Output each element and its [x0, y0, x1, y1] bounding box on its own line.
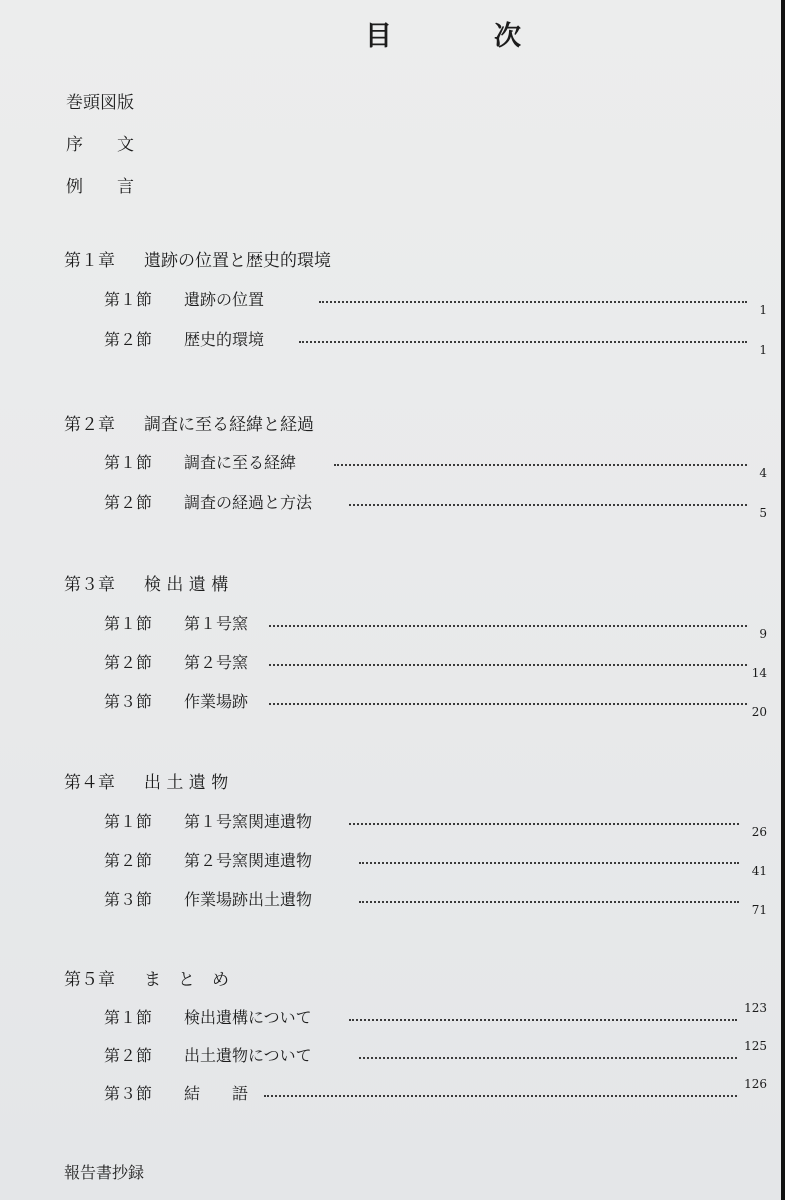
chapter-heading[interactable] [64, 246, 331, 271]
page-number: 125 [744, 1039, 767, 1053]
section-title: 第２号窯 [184, 653, 249, 672]
dot-leader [264, 1093, 737, 1097]
section-number: 第３節 [104, 1084, 153, 1103]
page-number: 1 [759, 303, 767, 317]
page-number: 126 [744, 1077, 767, 1091]
section-title: 調査の経過と方法 [184, 493, 313, 512]
section-title: 第２号窯関連遺物 [184, 851, 313, 870]
toc-entry[interactable] [104, 1039, 767, 1073]
section-number: 第１節 [104, 812, 153, 831]
dot-leader [349, 1017, 737, 1021]
toc-entry[interactable] [104, 1001, 767, 1035]
dot-leader [334, 462, 747, 466]
title-char-1: 目 [365, 21, 394, 52]
toc-entry[interactable] [104, 450, 767, 480]
toc-entry[interactable] [104, 650, 767, 680]
chapter-heading[interactable] [64, 410, 314, 435]
chapter-heading[interactable] [64, 768, 228, 793]
dot-leader [359, 860, 739, 864]
toc-entry[interactable] [104, 809, 767, 839]
section-number: 第３節 [104, 890, 153, 909]
toc-entry[interactable] [104, 287, 767, 317]
dot-leader [349, 821, 739, 825]
section-number: 第１節 [104, 453, 153, 472]
section-number: 第１節 [104, 1008, 153, 1027]
page-number: 41 [751, 864, 767, 878]
chapter-title: 出 土 遺 物 [144, 773, 229, 793]
toc-entry[interactable] [104, 611, 767, 641]
page-number: 14 [751, 666, 767, 680]
chapter-number: 第２章 [64, 415, 115, 435]
page-edge [781, 0, 785, 1200]
section-number: 第１節 [104, 614, 153, 633]
chapter-heading[interactable] [64, 965, 229, 990]
chapter-number: 第４章 [64, 773, 115, 793]
chapter-title: 調査に至る経緯と経過 [144, 415, 314, 435]
chapter-number: 第５章 [64, 970, 115, 990]
toc-entry[interactable] [104, 327, 767, 357]
section-title: 遺跡の位置 [184, 290, 265, 309]
toc-entry[interactable] [104, 689, 767, 719]
dot-leader [299, 339, 747, 343]
page-number: 71 [751, 903, 767, 917]
dot-leader [359, 899, 739, 903]
front-matter-item[interactable]: 序 文 [66, 135, 134, 155]
section-title: 作業場跡出土遺物 [184, 890, 313, 909]
section-title: 第１号窯関連遺物 [184, 812, 313, 831]
section-number: 第３節 [104, 692, 153, 711]
page-number: 20 [751, 705, 767, 719]
front-matter-item[interactable]: 巻頭図版 [66, 93, 134, 113]
section-title: 作業場跡 [184, 692, 249, 711]
chapter-title: 遺跡の位置と歴史的環境 [144, 251, 331, 271]
section-title: 調査に至る経緯 [184, 453, 297, 472]
section-number: 第１節 [104, 290, 153, 309]
section-title: 結 語 [184, 1084, 249, 1103]
section-number: 第２節 [104, 851, 153, 870]
dot-leader [269, 701, 747, 705]
dot-leader [359, 1055, 737, 1059]
section-title: 出土遺物について [184, 1046, 312, 1065]
section-number: 第２節 [104, 493, 153, 512]
chapter-title: ま と め [144, 970, 229, 990]
chapter-heading[interactable] [64, 570, 228, 595]
dot-leader [349, 502, 747, 506]
page-number: 5 [759, 506, 767, 520]
section-title: 第１号窯 [184, 614, 249, 633]
page-number: 9 [759, 627, 767, 641]
chapter-title: 検 出 遺 構 [144, 575, 229, 595]
toc-entry[interactable] [104, 490, 767, 520]
dot-leader [319, 299, 747, 303]
toc-entry[interactable] [104, 887, 767, 917]
chapter-number: 第３章 [64, 575, 115, 595]
dot-leader [269, 623, 747, 627]
section-number: 第２節 [104, 653, 153, 672]
section-title: 歴史的環境 [184, 330, 265, 349]
page-number: 4 [759, 466, 767, 480]
page-title [365, 14, 523, 53]
dot-leader [269, 662, 747, 666]
page-number: 1 [759, 343, 767, 357]
title-char-2: 次 [494, 21, 523, 52]
chapter-number: 第１章 [64, 251, 115, 271]
section-number: 第２節 [104, 1046, 153, 1065]
page-number: 26 [751, 825, 767, 839]
toc-entry[interactable] [104, 1077, 767, 1111]
report-abstract-link[interactable]: 報告書抄録 [64, 1163, 145, 1182]
page-number: 123 [744, 1001, 767, 1015]
section-title: 検出遺構について [184, 1008, 312, 1027]
toc-entry[interactable] [104, 848, 767, 878]
section-number: 第２節 [104, 330, 153, 349]
front-matter-item[interactable]: 例 言 [66, 177, 134, 197]
